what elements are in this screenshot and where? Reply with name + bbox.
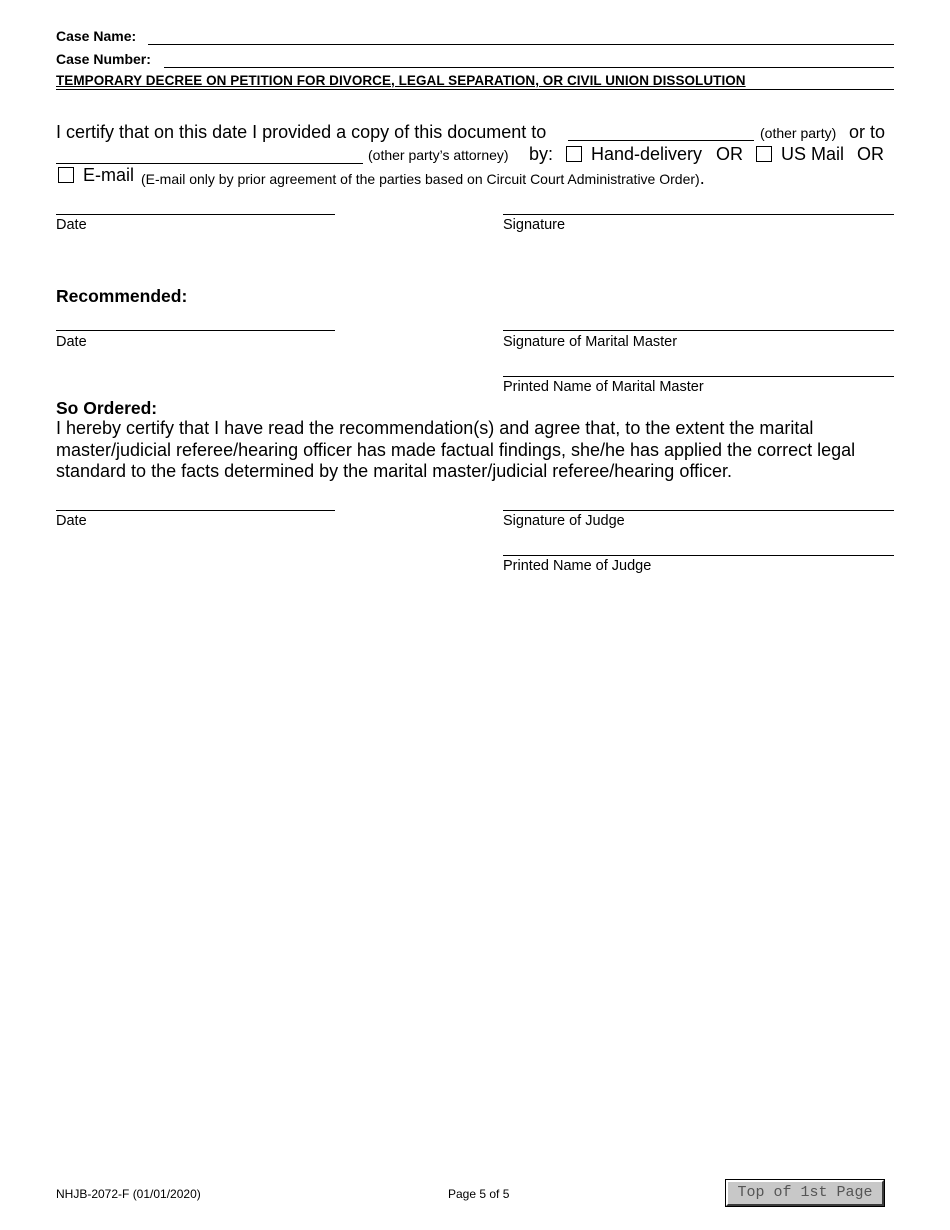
marital-master-signature-label: Signature of Marital Master [503,334,678,350]
case-number-field[interactable] [164,67,894,68]
case-number-label: Case Number: [56,51,151,67]
judge-name-label: Printed Name of Judge [503,558,652,574]
attorney-field[interactable] [56,163,363,164]
other-party-label: (other party) [760,125,837,141]
or-to-text: or to [849,122,886,142]
date-label-1: Date [56,217,87,233]
so-ordered-heading: So Ordered: [56,398,158,418]
us-mail-checkbox[interactable] [756,146,772,162]
marital-master-name-line[interactable] [503,376,894,377]
form-id: NHJB-2072-F (01/01/2020) [56,1187,201,1201]
so-ordered-text: I hereby certify that I have read the recommendation(s) and agree that, to the extent the marital master/judicial referee/hearing officer has made factual findings, she/he has applied the correct legal standard to the facts determined by the marital master/judicial referee/hearing officer. [56,418,856,481]
page-number: Page 5 of 5 [448,1187,510,1201]
form-title: TEMPORARY DECREE ON PETITION FOR DIVORCE, LEGAL SEPARATION, OR CIVIL UNION DISSOLUTION [56,73,746,88]
date-line-3[interactable] [56,510,335,511]
other-party-field[interactable] [568,140,754,141]
us-mail-label: US Mail [781,144,845,164]
date-line-1[interactable] [56,214,335,215]
date-line-2[interactable] [56,330,335,331]
attorney-label: (other party’s attorney) [368,147,509,163]
recommended-heading: Recommended: [56,286,188,306]
email-note [141,168,705,189]
marital-master-signature-line[interactable] [503,330,894,331]
signature-label-1: Signature [503,217,566,233]
hand-delivery-label: Hand-delivery [591,144,703,164]
case-name-field[interactable] [148,44,894,45]
or-text-1: OR [716,144,743,164]
or-text-2: OR [857,144,884,164]
email-checkbox[interactable] [58,167,74,183]
judge-name-line[interactable] [503,555,894,556]
date-label-2: Date [56,334,87,350]
judge-signature-line[interactable] [503,510,894,511]
certify-intro: I certify that on this date I provided a copy of this document to [56,122,547,142]
by-text: by: [529,144,554,164]
case-name-label: Case Name: [56,28,137,44]
marital-master-name-label: Printed Name of Marital Master [503,379,704,395]
hand-delivery-checkbox[interactable] [566,146,582,162]
top-of-first-page-button[interactable]: Top of 1st Page [726,1180,884,1206]
date-label-3: Date [56,513,87,529]
judge-signature-label: Signature of Judge [503,513,625,529]
title-rule [56,89,894,90]
email-note-text: (E-mail only by prior agreement of the parties based on Circuit Court Administrative Order) [141,171,700,187]
email-note-period: . [699,168,705,188]
signature-line-1[interactable] [503,214,894,215]
email-label: E-mail [83,165,135,185]
